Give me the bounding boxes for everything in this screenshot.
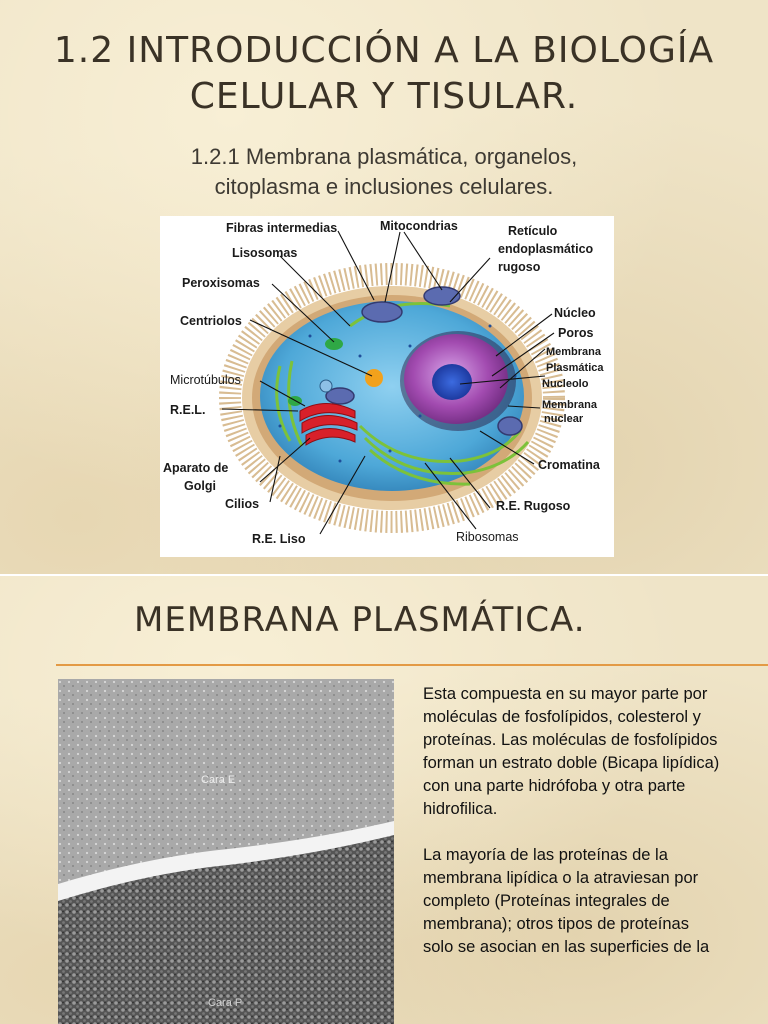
label-membrana-2: Plasmática <box>546 362 604 374</box>
nucleolus <box>432 364 472 400</box>
label-golgi-1: Aparato de <box>163 461 229 475</box>
cell-diagram-illustration <box>160 216 614 557</box>
label-ribosomas: Ribosomas <box>456 530 519 544</box>
subtitle-line-1: 1.2.1 Membrana plasmática, organelos, <box>190 144 578 169</box>
cell-diagram <box>160 216 614 557</box>
label-centriolos: Centriolos <box>180 314 242 328</box>
slide-2 <box>0 576 768 1024</box>
slide-2-title: MEMBRANA PLASMÁTICA. <box>134 600 586 640</box>
label-rel: R.E.L. <box>170 403 206 417</box>
label-golgi-2: Golgi <box>184 479 216 493</box>
micrograph-image <box>58 679 394 1024</box>
label-reticulo-3: rugoso <box>498 260 541 274</box>
label-membrana-1: Membrana <box>546 346 602 358</box>
label-mitocondrias: Mitocondrias <box>380 219 458 233</box>
label-peroxisomas: Peroxisomas <box>182 276 260 290</box>
mitochondrion <box>362 302 402 322</box>
label-reticulo-1: Retículo <box>508 224 558 238</box>
label-reticulo-2: endoplasmático <box>498 242 594 256</box>
label-cara-p: Cara P <box>208 997 243 1009</box>
label-membrana-nuclear-2: nuclear <box>544 413 584 425</box>
label-poros: Poros <box>558 326 594 340</box>
paragraph-2: La mayoría de las proteínas de la membrana lipídica o la atraviesan por completo (Proteínas integrales de membrana); otros tipos de proteínas solo se asocian en las superficies de la <box>423 846 710 956</box>
subtitle-line-2: citoplasma e inclusiones celulares. <box>214 174 554 199</box>
label-lisosomas: Lisosomas <box>232 246 298 260</box>
label-membrana-nuclear-1: Membrana <box>542 399 598 411</box>
slide-1-title: 1.2 INTRODUCCIÓN A LA BIOLOGÍA CELULAR Y TISULAR. <box>53 30 715 117</box>
label-rer: R.E. Rugoso <box>496 499 571 513</box>
label-cromatina: Cromatina <box>538 458 600 472</box>
label-nucleolo: Nucleolo <box>542 378 589 390</box>
label-fibras: Fibras intermedias <box>226 221 338 235</box>
label-re-liso: R.E. Liso <box>252 532 306 546</box>
label-cara-e: Cara E <box>201 774 236 786</box>
label-microtubulos: Microtúbulos <box>170 373 241 387</box>
peroxisome <box>325 338 343 350</box>
membrane-description <box>423 683 723 982</box>
centriole <box>365 369 383 387</box>
paragraph-1: Esta compuesta en su mayor parte por moléculas de fosfolípidos, colesterol y proteínas. Las moléculas de fosfolípidos forman un estrato doble (Bicapa lipídica) con una parte hidrófoba y otra parte hidrofilica. <box>423 685 720 818</box>
title-underline <box>56 664 768 666</box>
membrane-micrograph <box>58 679 394 1024</box>
label-nucleo: Núcleo <box>554 306 596 320</box>
slide-1-subtitle <box>0 142 768 202</box>
label-cilios: Cilios <box>225 497 260 511</box>
